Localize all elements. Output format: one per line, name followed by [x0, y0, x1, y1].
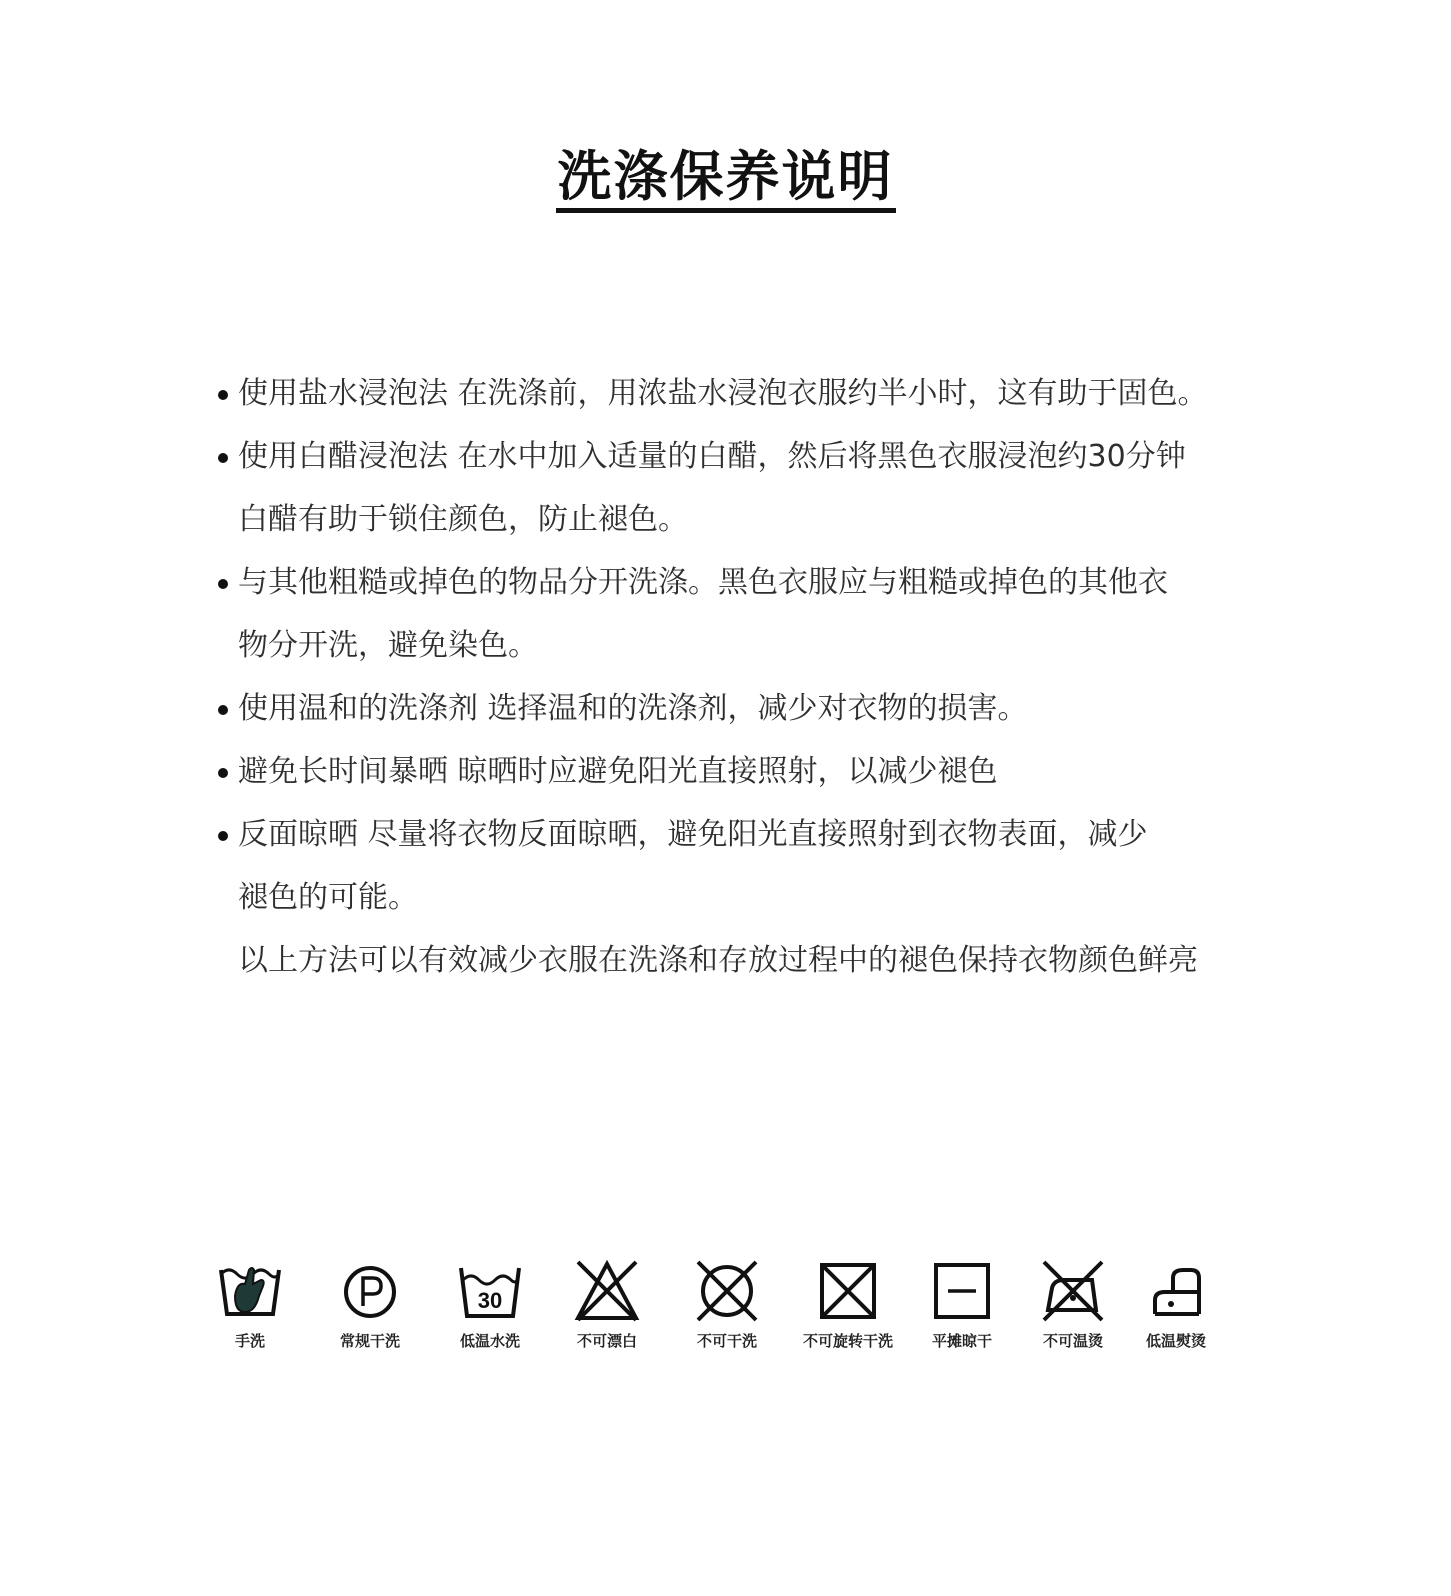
- instruction-line: 使用温和的洗涤剂 选择温和的洗涤剂，减少对衣物的损害。: [218, 677, 1238, 740]
- care-symbol-label: 常规干洗: [339, 1332, 400, 1350]
- wash-30-icon: [455, 1256, 525, 1326]
- care-symbol-low-iron: [1131, 1256, 1221, 1351]
- care-symbol-label: 低温熨烫: [1145, 1332, 1206, 1350]
- care-symbol-no-dry-clean: [682, 1256, 772, 1351]
- low-iron-icon: [1141, 1256, 1211, 1326]
- care-symbol-label: 平摊晾干: [931, 1332, 992, 1350]
- dry-clean-p-icon: [335, 1256, 405, 1326]
- care-symbol-label: 不可干洗: [696, 1332, 757, 1350]
- care-symbol-label: 低温水洗: [459, 1332, 520, 1350]
- instruction-line: 褪色的可能。: [238, 880, 418, 915]
- instruction-line: 与其他粗糙或掉色的物品分开洗涤。黑色衣服应与粗糙或掉色的其他衣: [218, 551, 1238, 614]
- instruction-line: 反面晾晒 尽量将衣物反面晾晒，避免阳光直接照射到衣物表面，减少: [218, 803, 1238, 866]
- care-symbol-label: 不可温烫: [1042, 1332, 1103, 1350]
- no-warm-iron-icon: [1038, 1256, 1108, 1326]
- wash-temperature: 30: [477, 1288, 503, 1313]
- page-title: [0, 145, 1451, 213]
- care-instructions: [218, 362, 1238, 992]
- care-symbol-dry-clean: [325, 1256, 415, 1351]
- hand-wash-icon: [215, 1256, 285, 1326]
- no-bleach-icon: [572, 1256, 642, 1326]
- care-symbols: [205, 1256, 1235, 1366]
- instruction-line: 使用盐水浸泡法 在洗涤前，用浓盐水浸泡衣服约半小时，这有助于固色。: [218, 362, 1238, 425]
- no-dry-clean-icon: [692, 1256, 762, 1326]
- instruction-line: 物分开洗，避免染色。: [238, 628, 538, 663]
- instruction-line: 白醋有助于锁住颜色，防止褪色。: [238, 502, 688, 537]
- care-symbol-label: 手洗: [234, 1332, 265, 1350]
- care-symbol-dry-flat: [917, 1256, 1007, 1351]
- care-symbol-label: 不可漂白: [576, 1332, 637, 1350]
- care-symbol-wash-30: [445, 1256, 535, 1351]
- care-symbol-no-tumble-dry: [803, 1256, 893, 1351]
- care-symbol-label: 不可旋转干洗: [802, 1332, 893, 1350]
- care-symbol-no-bleach: [562, 1256, 652, 1351]
- instruction-line: 使用白醋浸泡法 在水中加入适量的白醋，然后将黑色衣服浸泡约30分钟: [218, 425, 1238, 488]
- no-tumble-dry-icon: [813, 1256, 883, 1326]
- instruction-line: 避免长时间暴晒 晾晒时应避免阳光直接照射，以减少褪色: [218, 740, 1238, 803]
- care-symbol-hand-wash: [205, 1256, 295, 1351]
- instruction-summary: 以上方法可以有效减少衣服在洗涤和存放过程中的褪色保持衣物颜色鲜亮: [238, 943, 1198, 978]
- dry-flat-icon: [927, 1256, 997, 1326]
- page-title-text: 洗涤保养说明: [556, 146, 896, 213]
